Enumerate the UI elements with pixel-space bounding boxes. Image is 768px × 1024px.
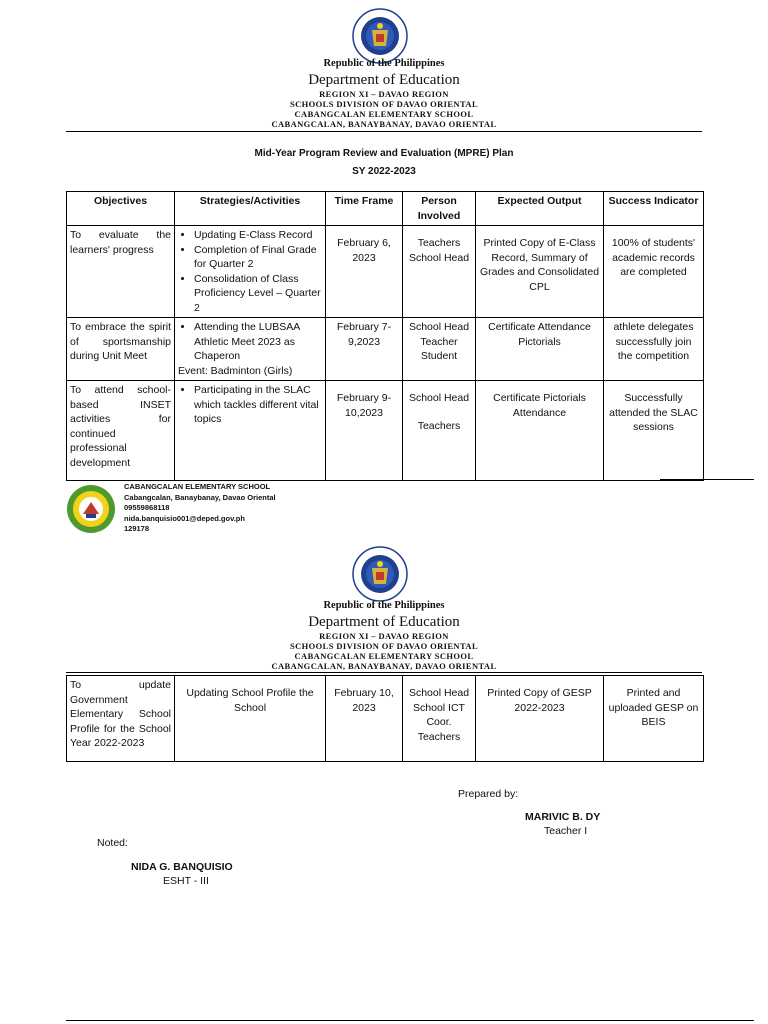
table-row: [67, 226, 704, 318]
noted-label: Noted:: [97, 837, 128, 849]
person: Student: [420, 350, 458, 362]
strategy-item: • Attending the LUBSAA Athletic Meet 2023 as Chaperon: [194, 320, 322, 364]
table-row: [67, 318, 704, 381]
person: Teachers: [417, 419, 461, 432]
prepared-name: MARIVIC B. DY: [525, 811, 601, 823]
noted-title: ESHT - III: [163, 875, 209, 887]
time-cell: February 6, 2023: [326, 226, 403, 318]
person: School Head: [408, 251, 470, 264]
col-header: Person Involved: [403, 192, 476, 226]
strategies-cell: [175, 318, 326, 381]
republic-line: Republic of the Philippines: [323, 600, 445, 611]
person: Teachers: [417, 237, 461, 249]
output-cell: Certificate Pictorials Attendance: [476, 381, 604, 481]
footer-address: Cabangcalan, Banaybanay, Davao Oriental: [124, 492, 276, 502]
header-rule: [66, 672, 702, 673]
col-header: Time Frame: [326, 192, 403, 226]
footer-id: 129178: [124, 524, 150, 533]
col-header: Strategies/Activities: [175, 192, 326, 226]
header-rule: [66, 131, 702, 132]
strategies-cell: Updating School Profile the School: [175, 676, 326, 762]
time-cell: February 7-9,2023: [326, 318, 403, 381]
person: Teacher: [420, 335, 458, 348]
col-header: Expected Output: [476, 192, 604, 226]
strategy-item: • Participating in the SLAC which tackles different vital topics: [194, 383, 322, 427]
strategy-item: • Consolidation of Class Proficiency Level – Quarter 2: [194, 272, 322, 316]
plan-sy: SY 2022-2023: [352, 166, 416, 177]
strategy-item: • Updating E-Class Record: [194, 228, 322, 243]
table-row: [67, 381, 704, 481]
footer-email: nida.banquisio001@deped.gov.ph: [124, 513, 245, 523]
school-logo-icon: [66, 484, 116, 534]
indicator-cell: 100% of students' academic records are completed: [604, 226, 704, 318]
indicator-cell: Printed and uploaded GESP on BEIS: [604, 676, 704, 762]
bottom-rule: [66, 1020, 754, 1021]
persons-cell: School Head School ICT Coor. Teachers: [403, 676, 476, 762]
strategies-cell: [175, 226, 326, 318]
time-cell: February 10, 2023: [326, 676, 403, 762]
footer-contact: [124, 482, 276, 535]
indicator-cell: Successfully attended the SLAC sessions: [604, 381, 704, 481]
footer-school: CABANGCALAN ELEMENTARY SCHOOL: [124, 482, 271, 491]
person: School Head: [408, 321, 470, 333]
region-line: REGION XI – DAVAO REGION: [319, 631, 449, 641]
objective-cell: To attend school-based INSET activities for continued professional development: [67, 381, 175, 481]
footer-rule: [660, 479, 754, 480]
persons-cell: [403, 226, 476, 318]
objective-cell: To embrace the spirit of sportsmanship during Unit Meet: [67, 318, 175, 381]
mpre-table: [66, 191, 704, 481]
footer-phone: 09559868118: [124, 503, 170, 512]
school-line: CABANGCALAN ELEMENTARY SCHOOL: [294, 651, 474, 661]
strategies-cell: [175, 381, 326, 481]
prepared-label: Prepared by:: [458, 788, 519, 800]
division-line: SCHOOLS DIVISION OF DAVAO ORIENTAL: [289, 99, 479, 109]
plan-title: Mid-Year Program Review and Evaluation (MPRE) Plan: [254, 148, 514, 159]
deped-seal-icon: [352, 546, 408, 602]
col-header: Success Indicator: [604, 192, 704, 226]
strategy-item: • Completion of Final Grade for Quarter 2: [194, 243, 322, 272]
address-line: CABANGCALAN, BANAYBANAY, DAVAO ORIENTAL: [271, 119, 497, 129]
objective-cell: To update Government Elementary School Profile for the School Year 2022-2023: [67, 676, 175, 762]
time-cell: February 9-10,2023: [326, 381, 403, 481]
output-cell: Printed Copy of E-Class Record, Summary of Grades and Consolidated CPL: [476, 226, 604, 318]
address-line: CABANGCALAN, BANAYBANAY, DAVAO ORIENTAL: [271, 661, 497, 671]
output-cell: Certificate Attendance Pictorials: [476, 318, 604, 381]
republic-line: Republic of the Philippines: [323, 58, 445, 69]
persons-cell: [403, 381, 476, 481]
person: School Head: [408, 392, 470, 404]
indicator-cell: athlete delegates successfully join the competition: [604, 318, 704, 381]
region-line: REGION XI – DAVAO REGION: [319, 89, 449, 99]
col-header: Objectives: [67, 192, 175, 226]
table-header-row: [67, 192, 704, 226]
table-row: [67, 676, 704, 762]
objective-cell: To evaluate the learners' progress: [67, 226, 175, 318]
output-cell: Printed Copy of GESP 2022-2023: [476, 676, 604, 762]
division-line: SCHOOLS DIVISION OF DAVAO ORIENTAL: [289, 641, 479, 651]
event-note: Event: Badminton (Girls): [178, 364, 293, 377]
noted-name: NIDA G. BANQUISIO: [131, 861, 233, 873]
department-title: Department of Education: [308, 614, 460, 630]
department-title: Department of Education: [308, 72, 460, 88]
persons-cell: [403, 318, 476, 381]
prepared-title: Teacher I: [544, 825, 588, 837]
deped-seal-icon: [352, 8, 408, 64]
school-line: CABANGCALAN ELEMENTARY SCHOOL: [294, 109, 474, 119]
mpre-table-continued: [66, 675, 704, 762]
